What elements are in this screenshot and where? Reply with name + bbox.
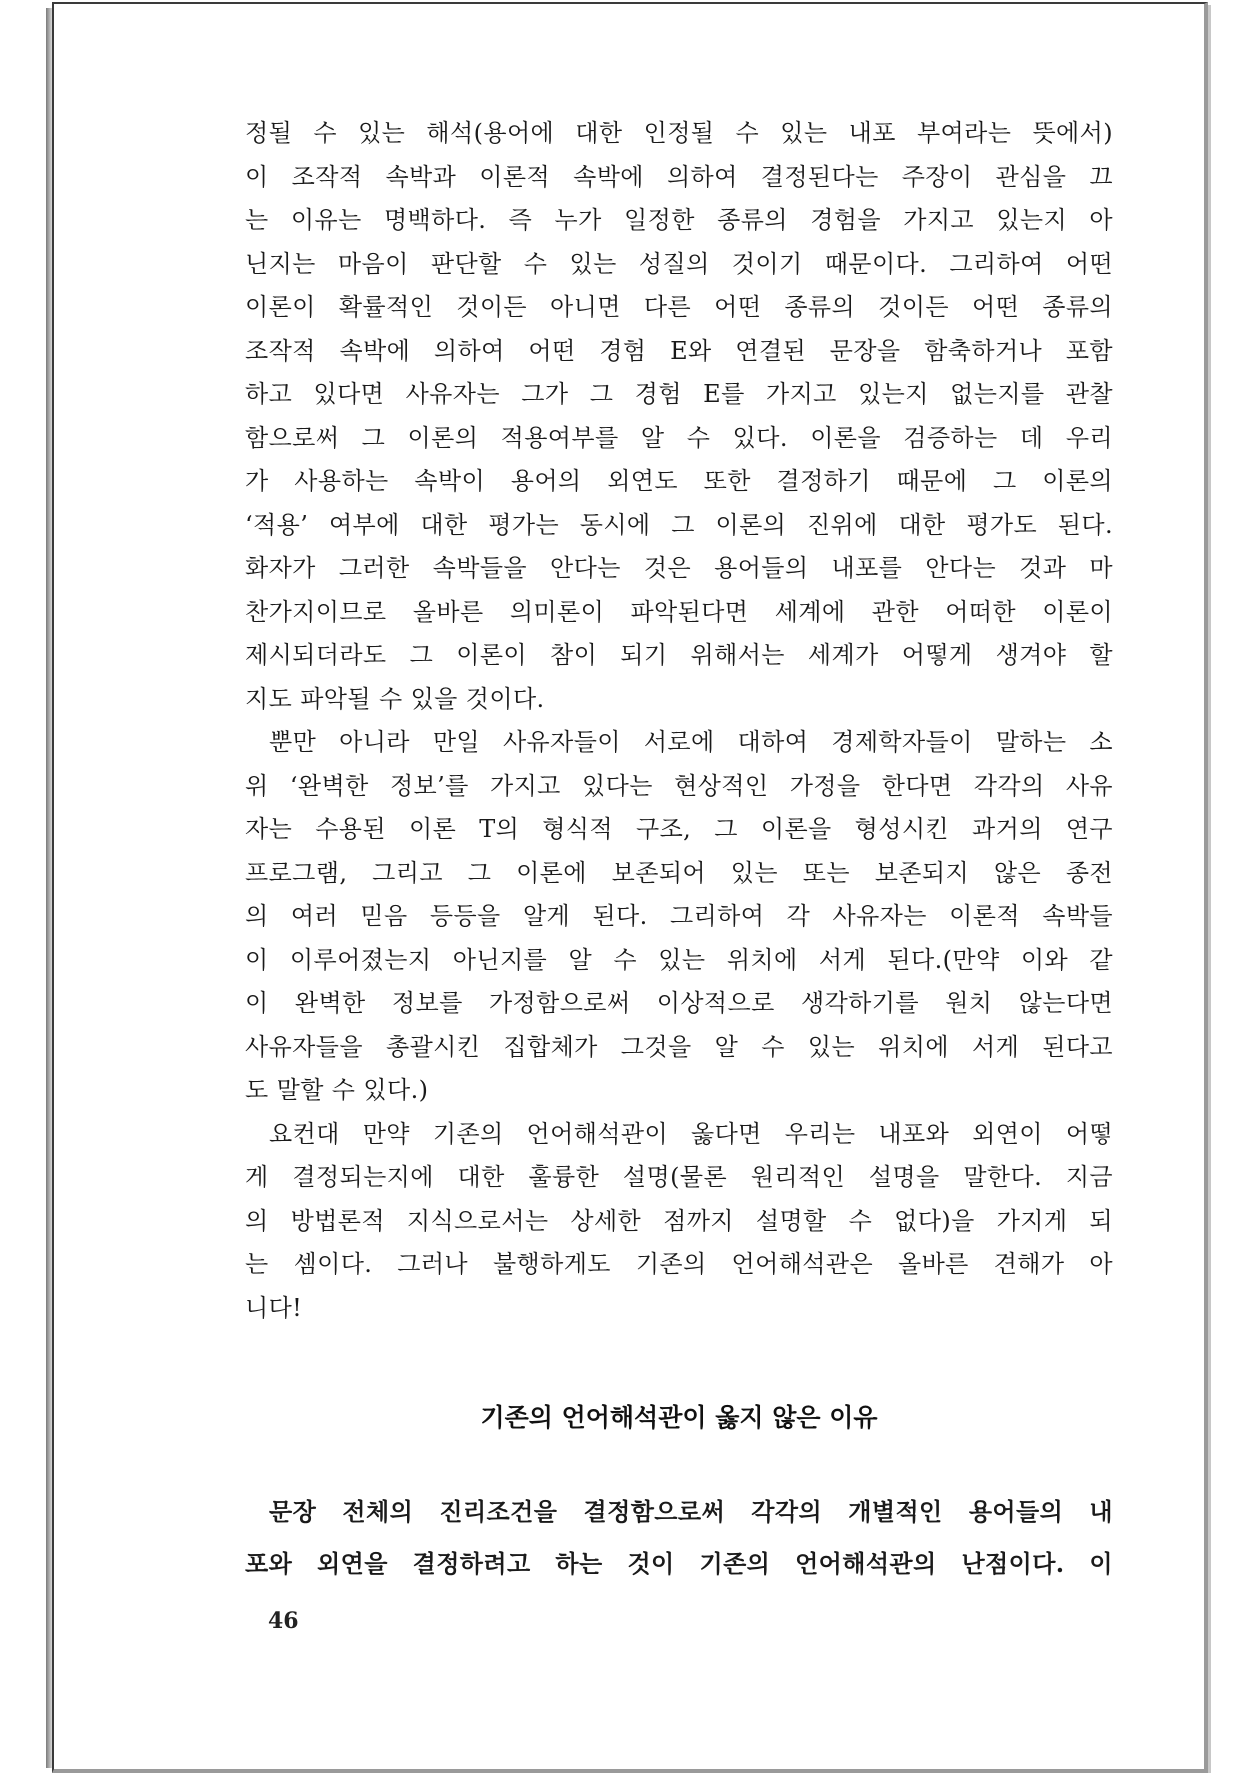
text-line: 요컨대 만약 기존의 언어해석관이 옳다면 우리는 내포와 외연이 어떻 (269, 1119, 1113, 1148)
text-line: 사유자들을 총괄시킨 집합체가 그것을 알 수 있는 위치에 서게 된다고 (245, 1032, 1113, 1061)
text-line: 찬가지이므로 올바른 의미론이 파악된다면 세계에 관한 어떠한 이론이 (245, 597, 1113, 626)
text-line: 프로그램, 그리고 그 이론에 보존되어 있는 또는 보존되지 않은 종전 (245, 858, 1113, 887)
text-line: 의 방법론적 지식으로서는 상세한 점까지 설명할 수 없다)을 가지게 되 (245, 1206, 1113, 1235)
text-line: 지도 파악될 수 있을 것이다. (245, 684, 545, 713)
text-line: 하고 있다면 사유자는 그가 그 경험 E를 가지고 있는지 없는지를 관찰 (245, 380, 1113, 408)
page-number: 46 (268, 1608, 299, 1634)
body-text-upper (245, 112, 1113, 1330)
text-line: 함으로써 그 이론의 적용여부를 알 수 있다. 이론을 검증하는 데 우리 (245, 423, 1113, 452)
text-line: ‘적용’ 여부에 대한 평가는 동시에 그 이론의 진위에 대한 평가도 된다. (245, 510, 1113, 539)
text-line: 는 셈이다. 그러나 불행하게도 기존의 언어해석관은 올바른 견해가 아 (245, 1250, 1113, 1278)
text-line: 가 사용하는 속박이 용어의 외연도 또한 결정하기 때문에 그 이론의 (245, 467, 1113, 495)
text-line: 이론이 확률적인 것이든 아니면 다른 어떤 종류의 것이든 어떤 종류의 (245, 293, 1113, 321)
text-line: 게 결정되는지에 대한 훌륭한 설명(물론 원리적인 설명을 말한다. 지금 (245, 1163, 1113, 1191)
text-line: 닌지는 마음이 판단할 수 있는 성질의 것이기 때문이다. 그리하여 어떤 (245, 249, 1113, 278)
text-line: 정될 수 있는 해석(용어에 대한 인정될 수 있는 내포 부여라는 뜻에서) (245, 119, 1113, 147)
text-line: 이 완벽한 정보를 가정함으로써 이상적으로 생각하기를 원치 않는다면 (245, 989, 1113, 1017)
text-line: 제시되더라도 그 이론이 참이 되기 위해서는 세계가 어떻게 생겨야 할 (245, 641, 1113, 669)
text-line: 이 조작적 속박과 이론적 속박에 의하여 결정된다는 주장이 관심을 끄 (245, 162, 1113, 191)
text-line: 자는 수용된 이론 T의 형식적 구조, 그 이론을 형성시킨 과거의 연구 (245, 815, 1113, 843)
text-line: 의 여러 믿음 등등을 알게 된다. 그리하여 각 사유자는 이론적 속박들 (245, 902, 1113, 930)
text-line: 포와 외연을 결정하려고 하는 것이 기존의 언어해석관의 난점이다. 이 (245, 1549, 1113, 1578)
text-line: 뿐만 아니라 만일 사유자들이 서로에 대하여 경제학자들이 말하는 소 (269, 728, 1113, 756)
text-line: 는 이유는 명백하다. 즉 누가 일정한 종류의 경험을 가지고 있는지 아 (245, 206, 1113, 234)
text-line: 위 ‘완벽한 정보’를 가지고 있다는 현상적인 가정을 한다면 각각의 사유 (245, 771, 1113, 800)
text-line: 문장 전체의 진리조건을 결정함으로써 각각의 개별적인 용어들의 내 (269, 1497, 1113, 1526)
text-line: 이 이루어졌는지 아닌지를 알 수 있는 위치에 서게 된다.(만약 이와 같 (245, 945, 1113, 974)
text-line: 니다! (245, 1293, 303, 1322)
text-line: 조작적 속박에 의하여 어떤 경험 E와 연결된 문장을 함축하거나 포함 (245, 336, 1113, 365)
text-line: 화자가 그러한 속박들을 안다는 것은 용어들의 내포를 안다는 것과 마 (245, 554, 1113, 582)
section-heading: 기존의 언어해석관이 옳지 않은 이유 (480, 1403, 878, 1432)
text-line: 도 말할 수 있다.) (245, 1076, 429, 1104)
body-text-lower (245, 1486, 1113, 1590)
